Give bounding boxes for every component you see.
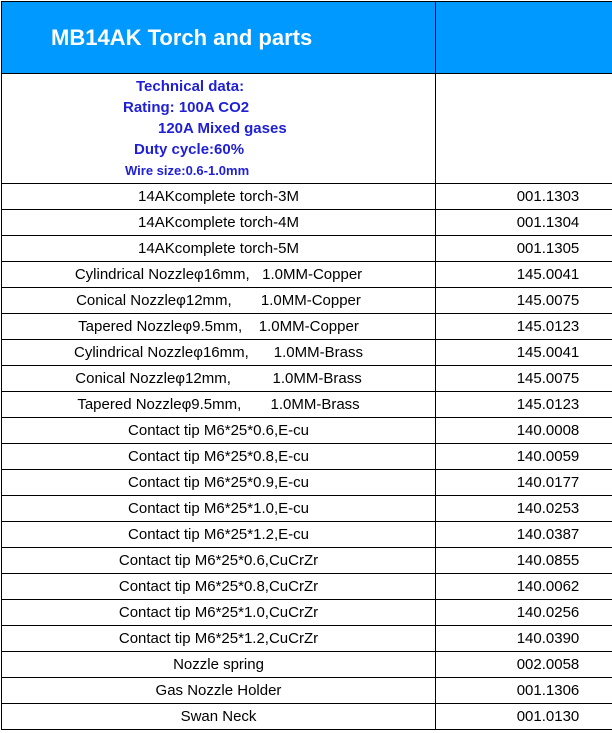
duty-cycle-line: Duty cycle:60% bbox=[134, 141, 245, 158]
table-row bbox=[2, 184, 612, 210]
part-name: Contact tip M6*25*0.9,E-cu bbox=[2, 470, 436, 496]
rating-line: Rating: 100A CO2 bbox=[123, 99, 250, 116]
part-name: Contact tip M6*25*0.6,E-cu bbox=[2, 418, 436, 444]
parts-table bbox=[1, 1, 612, 730]
table-row bbox=[2, 366, 612, 392]
part-code: 001.0130 bbox=[436, 704, 612, 730]
part-code: 140.0256 bbox=[436, 600, 612, 626]
part-name: Swan Neck bbox=[2, 704, 436, 730]
part-code: 140.0387 bbox=[436, 522, 612, 548]
part-code: 140.0008 bbox=[436, 418, 612, 444]
table-row bbox=[2, 600, 612, 626]
table-row bbox=[2, 678, 612, 704]
table-row bbox=[2, 470, 612, 496]
part-name: Tapered Nozzleφ9.5mm, 1.0MM-Brass bbox=[2, 392, 436, 418]
part-name: Nozzle spring bbox=[2, 652, 436, 678]
technical-empty-cell bbox=[436, 74, 612, 184]
header-row bbox=[2, 2, 612, 74]
part-name: Contact tip M6*25*0.8,CuCrZr bbox=[2, 574, 436, 600]
part-code: 001.1306 bbox=[436, 678, 612, 704]
page-title: MB14AK Torch and parts bbox=[2, 2, 436, 74]
part-name: 14AKcomplete torch-4M bbox=[2, 210, 436, 236]
part-name: Contact tip M6*25*1.0,E-cu bbox=[2, 496, 436, 522]
table-row bbox=[2, 340, 612, 366]
part-code: 145.0123 bbox=[436, 392, 612, 418]
part-name: Contact tip M6*25*1.2,E-cu bbox=[2, 522, 436, 548]
part-code: 002.0058 bbox=[436, 652, 612, 678]
table-row bbox=[2, 314, 612, 340]
part-code: 140.0059 bbox=[436, 444, 612, 470]
part-name: Contact tip M6*25*0.8,E-cu bbox=[2, 444, 436, 470]
part-code: 140.0855 bbox=[436, 548, 612, 574]
part-name: Contact tip M6*25*1.2,CuCrZr bbox=[2, 626, 436, 652]
part-code: 140.0062 bbox=[436, 574, 612, 600]
header-empty-cell bbox=[436, 2, 612, 74]
table-row bbox=[2, 652, 612, 678]
part-code: 001.1304 bbox=[436, 210, 612, 236]
table-row bbox=[2, 418, 612, 444]
part-name: Contact tip M6*25*1.0,CuCrZr bbox=[2, 600, 436, 626]
part-code: 145.0041 bbox=[436, 262, 612, 288]
part-name: Gas Nozzle Holder bbox=[2, 678, 436, 704]
part-name: Conical Nozzleφ12mm, 1.0MM-Brass bbox=[2, 366, 436, 392]
parts-sheet bbox=[1, 1, 611, 730]
table-row bbox=[2, 236, 612, 262]
rating-mixed-line: 120A Mixed gases bbox=[158, 120, 287, 137]
part-code: 145.0075 bbox=[436, 288, 612, 314]
technical-data-row bbox=[2, 74, 612, 184]
part-name: Contact tip M6*25*0.6,CuCrZr bbox=[2, 548, 436, 574]
part-code: 140.0390 bbox=[436, 626, 612, 652]
table-row bbox=[2, 496, 612, 522]
table-row bbox=[2, 392, 612, 418]
part-code: 001.1303 bbox=[436, 184, 612, 210]
table-row bbox=[2, 210, 612, 236]
technical-heading: Technical data: bbox=[136, 78, 245, 95]
table-row bbox=[2, 548, 612, 574]
table-row bbox=[2, 704, 612, 730]
part-name: Tapered Nozzleφ9.5mm, 1.0MM-Copper bbox=[2, 314, 436, 340]
table-row bbox=[2, 262, 612, 288]
part-code: 145.0123 bbox=[436, 314, 612, 340]
part-name: Cylindrical Nozzleφ16mm, 1.0MM-Brass bbox=[2, 340, 436, 366]
part-code: 145.0041 bbox=[436, 340, 612, 366]
table-row bbox=[2, 574, 612, 600]
part-code: 001.1305 bbox=[436, 236, 612, 262]
part-code: 145.0075 bbox=[436, 366, 612, 392]
wire-size-line: Wire size:0.6-1.0mm bbox=[125, 163, 250, 178]
part-name: Cylindrical Nozzleφ16mm, 1.0MM-Copper bbox=[2, 262, 436, 288]
table-row bbox=[2, 444, 612, 470]
technical-data-cell bbox=[2, 74, 436, 184]
part-name: Conical Nozzleφ12mm, 1.0MM-Copper bbox=[2, 288, 436, 314]
part-code: 140.0177 bbox=[436, 470, 612, 496]
part-code: 140.0253 bbox=[436, 496, 612, 522]
table-row bbox=[2, 522, 612, 548]
table-row bbox=[2, 626, 612, 652]
part-name: 14AKcomplete torch-5M bbox=[2, 236, 436, 262]
table-row bbox=[2, 288, 612, 314]
part-name: 14AKcomplete torch-3M bbox=[2, 184, 436, 210]
